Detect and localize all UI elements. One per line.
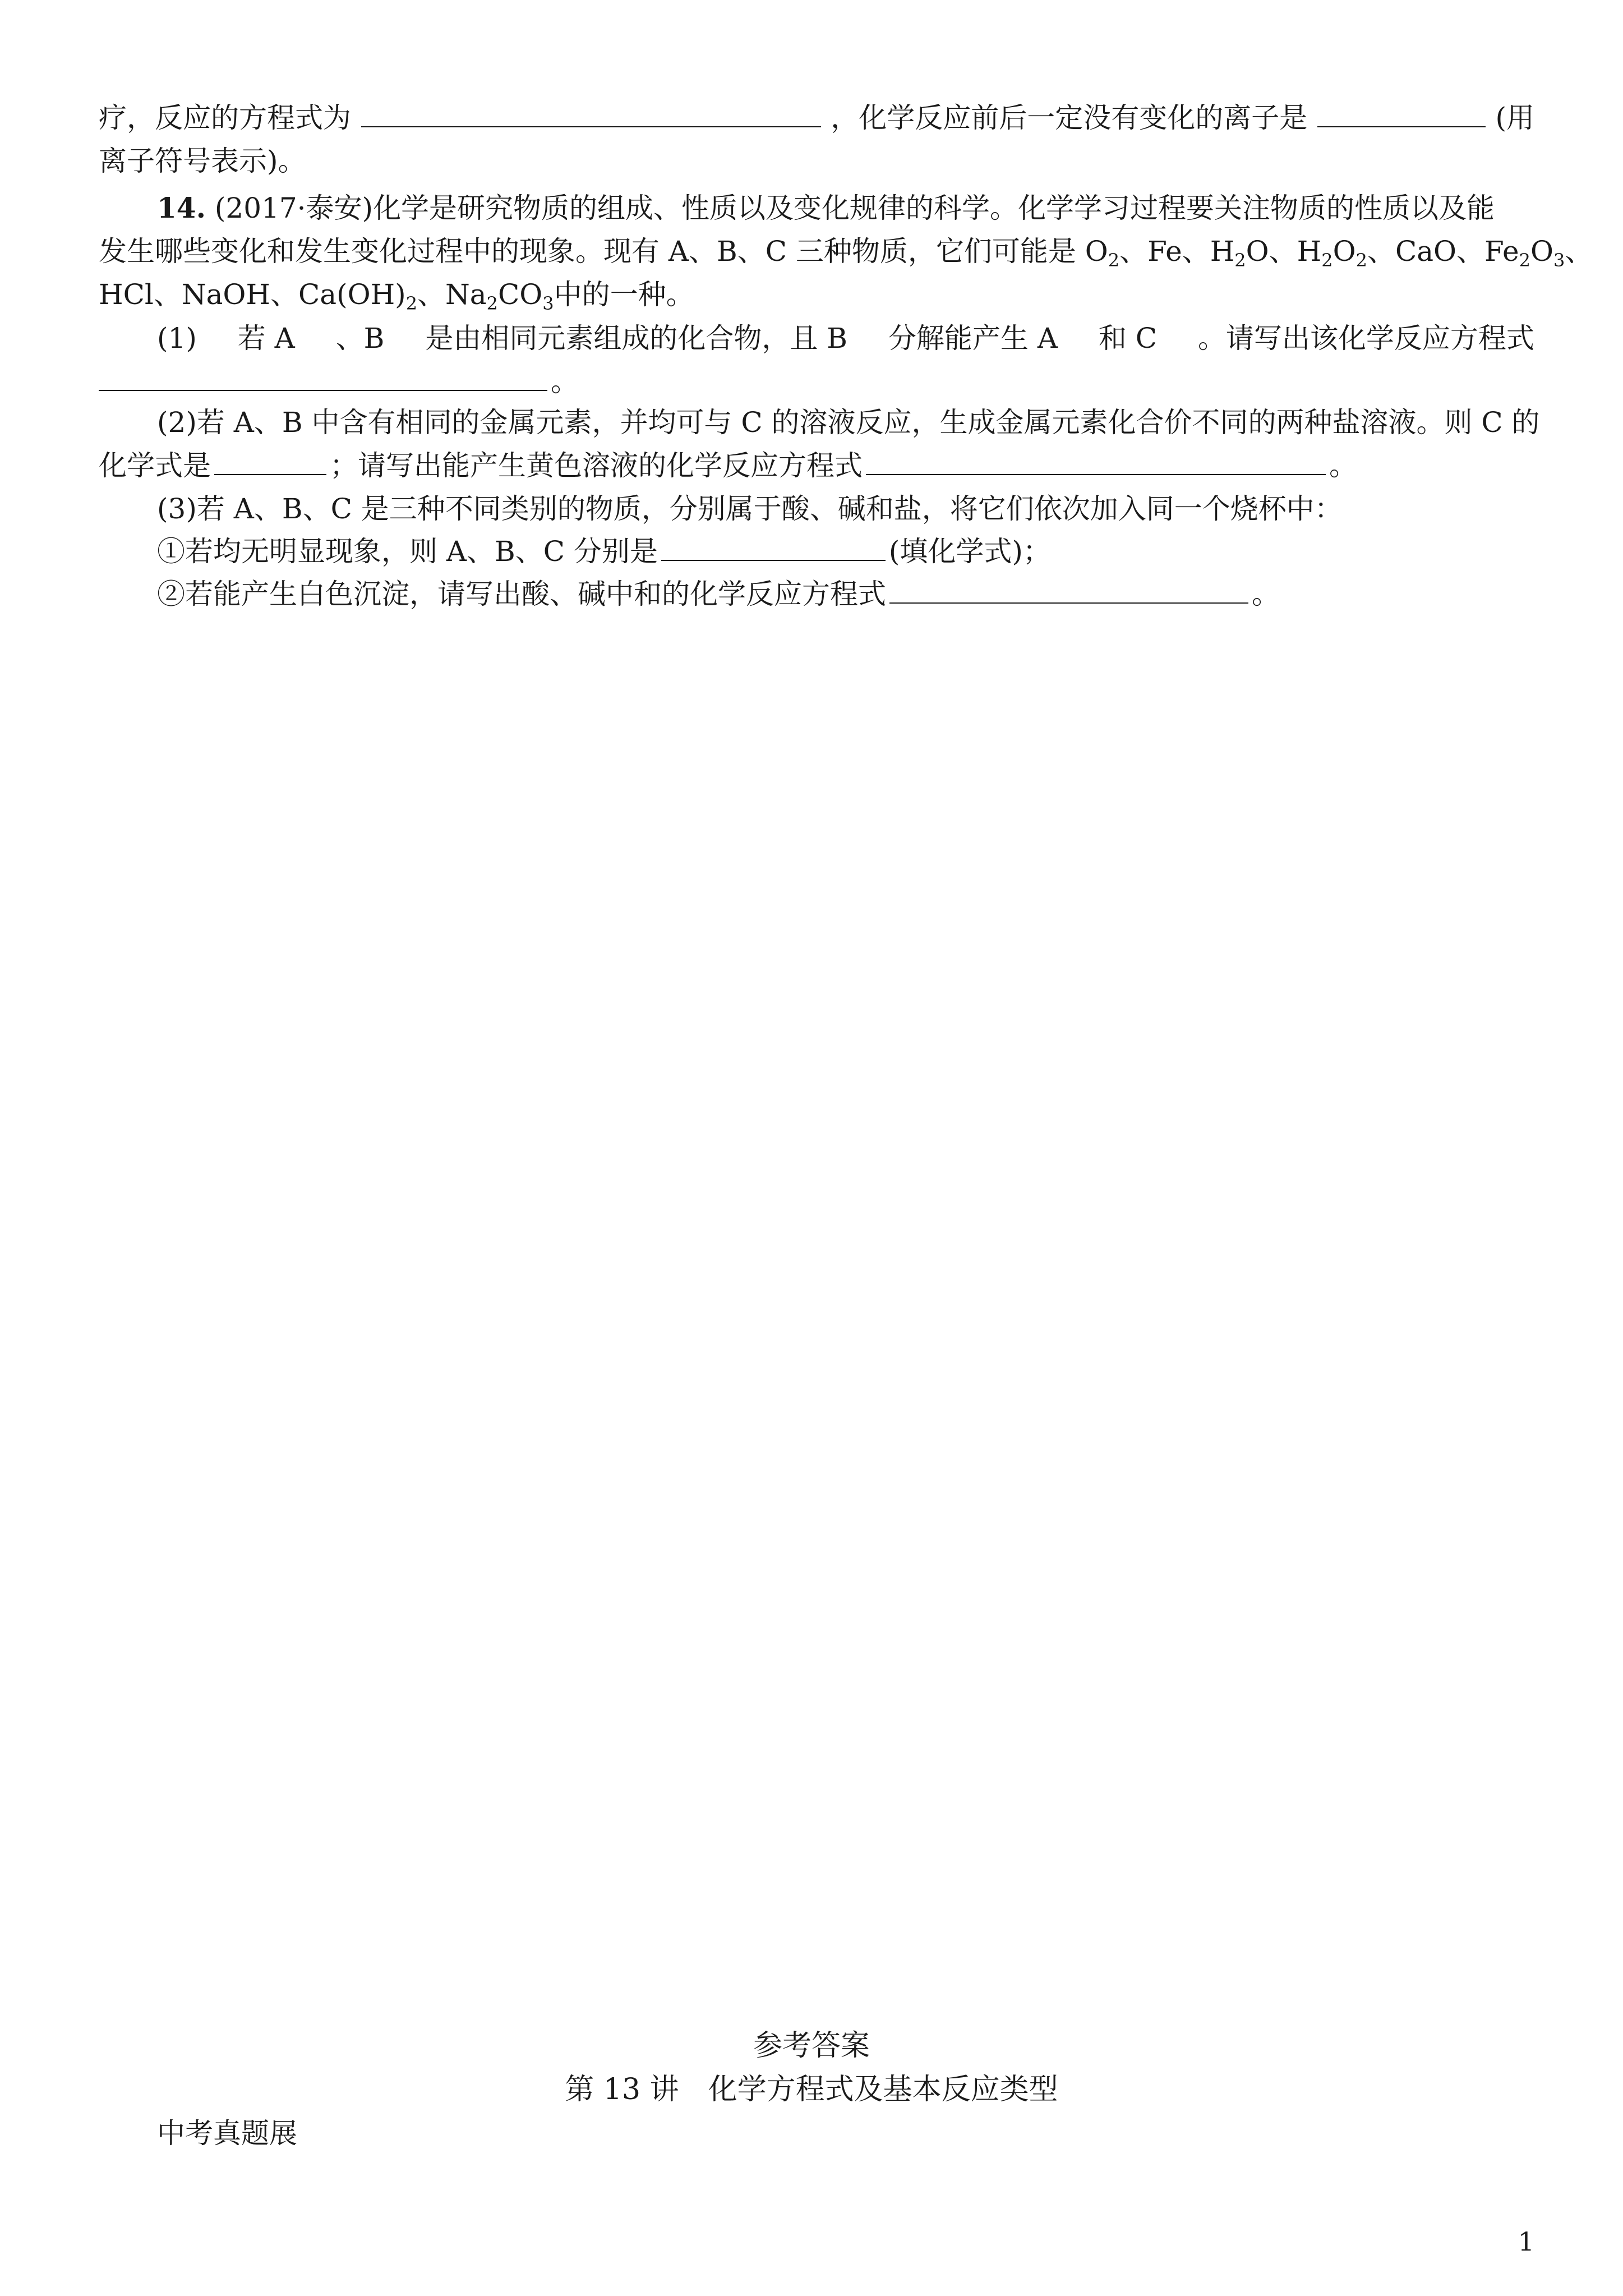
q13-text-d: 离子符号表示)。: [99, 145, 306, 177]
species-text: O、H: [1246, 235, 1322, 268]
part-text: ；请写出能产生黄色溶液的化学反应方程式: [330, 449, 863, 482]
subscript: 2: [1234, 250, 1246, 271]
part-text: ②若能产生白色沉淀，请写出酸、碱中和的化学反应方程式: [157, 578, 886, 610]
subscript: 2: [486, 293, 498, 314]
species-text: 、CaO、Fe: [1367, 235, 1519, 268]
answer-blank-part1[interactable]: [99, 365, 547, 391]
answers-heading: 参考答案: [753, 2029, 870, 2063]
q14-line-3: [99, 275, 1534, 314]
species-text: 、Na: [417, 278, 487, 311]
part-text: 。请写出该化学反应方程式: [1197, 322, 1534, 355]
part-text: (3)若 A、B、C 是三种不同类别的物质，分别属于酸、碱和盐，将它们依次加入同一个烧杯中：: [157, 493, 1343, 525]
subscript: 3: [1553, 250, 1565, 271]
q14-intro-1: 化学是研究物质的组成、性质以及变化规律的科学。化学学习过程要关注物质的性质以及能: [373, 192, 1495, 224]
q13-text-b: ，化学反应前后一定没有变化的离子是: [831, 102, 1308, 134]
species-text: O: [1332, 235, 1356, 268]
part-label: (1): [157, 322, 197, 355]
part-text: 若 A: [237, 322, 295, 355]
part-text: ①若均无明显现象，则 A、B、C 分别是: [157, 535, 658, 568]
q13-text-c: (用: [1495, 102, 1534, 134]
q13-text-a: 疗，反应的方程式为: [99, 102, 351, 134]
part-text: 是由相同元素组成的化合物，且 B: [425, 322, 847, 355]
species-text: HCl、NaOH、Ca(OH): [99, 278, 406, 311]
part-text: 化学式是: [99, 449, 211, 482]
subscript: 2: [405, 293, 418, 314]
q13-line-2: [99, 141, 1534, 181]
subscript: 3: [542, 293, 554, 314]
section-title: 中考真题展: [157, 2117, 297, 2150]
part-text: 。: [551, 365, 579, 398]
answer-blank-equation[interactable]: [361, 102, 821, 127]
answer-blank-formulas[interactable]: [661, 535, 886, 561]
answer-blank-yellow-equation[interactable]: [866, 449, 1326, 475]
species-text: 、: [1565, 235, 1593, 268]
part-text: 分解能产生 A: [888, 322, 1058, 355]
subscript: 2: [1519, 250, 1530, 271]
subscript: 2: [1355, 250, 1367, 271]
q14-line-1: [157, 188, 1593, 228]
species-text: CO: [497, 278, 543, 311]
q14-part3-item-1: [157, 532, 1593, 571]
q14-part3-line-1: [157, 489, 1593, 528]
species-text: 中的一种。: [554, 278, 694, 311]
question-source: (2017·泰安): [214, 192, 374, 224]
lecture-title: 第 13 讲 化学方程式及基本反应类型: [565, 2073, 1058, 2106]
part-text: (2)若 A、B 中含有相同的金属元素，并均可与 C 的溶液反应，生成金属元素化合价不同的两种盐溶液。则 C 的: [157, 406, 1540, 439]
part-text: 和 C: [1098, 322, 1158, 355]
subscript: 2: [1108, 250, 1120, 271]
q14-part1-line-2: [99, 362, 1534, 401]
part-text: 、B: [335, 322, 385, 355]
q14-intro-2: 发生哪些变化和发生变化过程中的现象。现有 A、B、C 三种物质，它们可能是 O: [99, 235, 1108, 268]
q13-line-1: [99, 98, 1534, 137]
answer-blank-neutralization[interactable]: [889, 578, 1248, 604]
answer-blank-formula-c[interactable]: [214, 449, 326, 475]
question-number: 14.: [157, 191, 206, 224]
page-number: 1: [1518, 2226, 1534, 2257]
q14-part3-item-2: [157, 574, 1593, 614]
q14-line-2: [99, 232, 1593, 271]
subscript: 2: [1321, 250, 1333, 271]
part-text: 。: [1252, 578, 1280, 610]
part-text: 。: [1329, 449, 1357, 482]
species-text: 、Fe、H: [1119, 235, 1235, 268]
q14-part2-line-2: [99, 446, 1534, 485]
part-text: (填化学式)；: [888, 535, 1051, 568]
q14-part1-line-1: [157, 319, 1534, 358]
q14-part2-line-1: [157, 403, 1540, 442]
answer-blank-ion[interactable]: [1317, 102, 1486, 127]
species-text: O: [1530, 235, 1553, 268]
